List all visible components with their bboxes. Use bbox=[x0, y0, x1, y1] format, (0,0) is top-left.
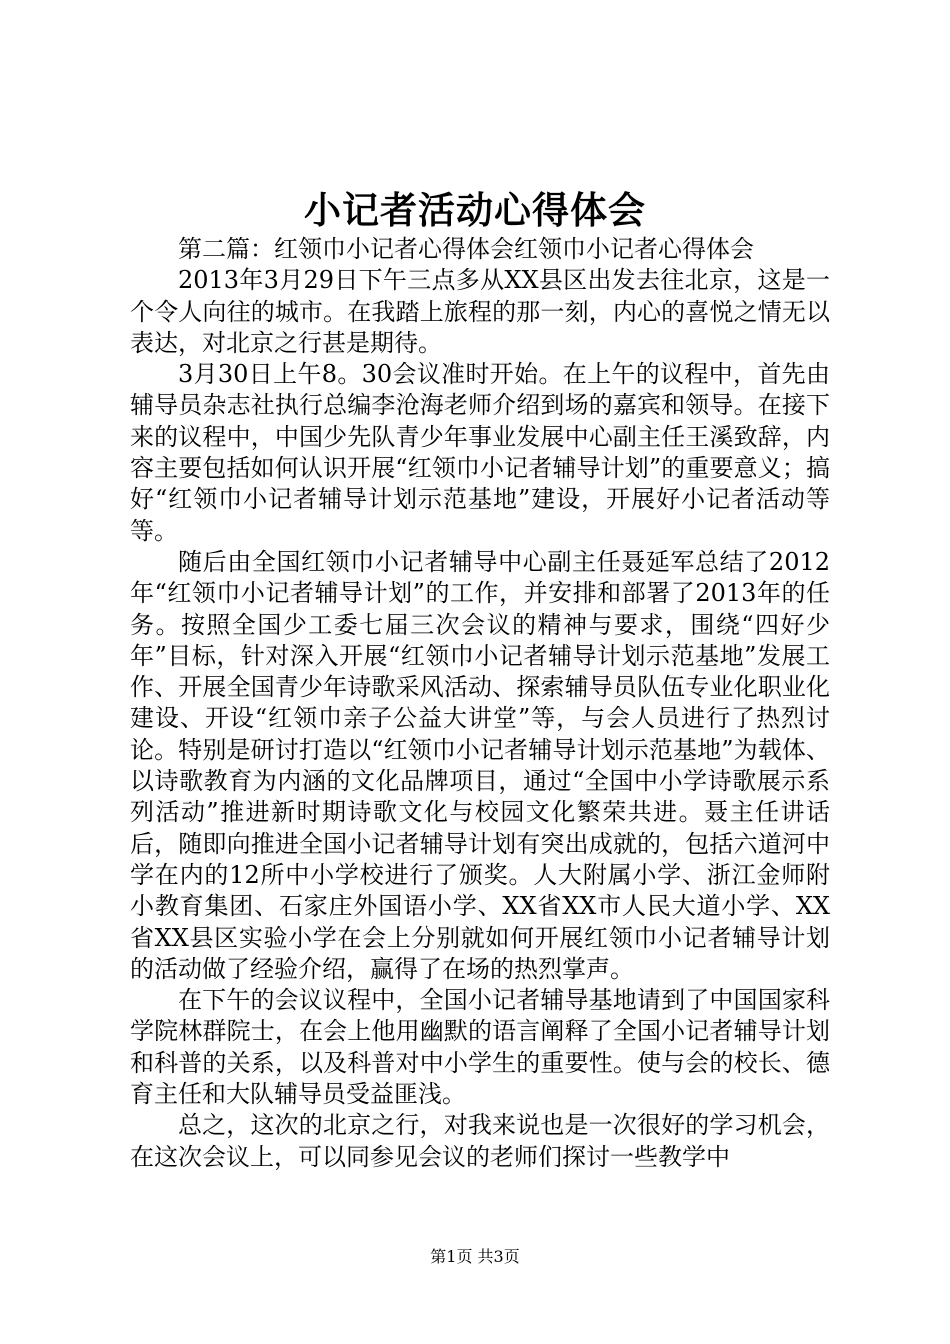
document-title: 小记者活动心得体会 bbox=[304, 188, 646, 232]
paragraph-conclusion: 总之，这次的北京之行，对我来说也是一次很好的学习机会，在这次会议上，可以同参见会议的老师们探讨一些教学中 bbox=[130, 1111, 830, 1171]
document-body bbox=[130, 234, 830, 1173]
paragraph-morning-session: 3月30日上午8。30会议准时开始。在上午的议程中，首先由辅导员杂志社执行总编李沧海老师介绍到场的嘉宾和领导。在接下来的议程中，中国少先队青少年事业发展中心副主任王溪致辞，内容主要包括如何认识开展“红领巾小记者辅导计划”的重要意义；搞好“红领巾小记者辅导计划示范基地”建设，开展好小记者活动等等。 bbox=[130, 360, 830, 545]
paragraph-departure: 2013年3月29日下午三点多从XX县区出发去往北京，这是一个令人向往的城市。在我踏上旅程的那一刻，内心的喜悦之情无以表达，对北京之行甚是期待。 bbox=[130, 266, 830, 357]
paragraph-afternoon-session: 在下午的会议议程中，全国小记者辅导基地请到了中国国家科学院林群院士，在会上他用幽默的语言阐释了全国小记者辅导计划和科普的关系，以及科普对中小学生的重要性。使与会的校长、德育主任和大队辅导员受益匪浅。 bbox=[130, 986, 830, 1109]
page-number-footer: 第1页 共3页 bbox=[430, 1247, 520, 1266]
paragraph-summary-report: 随后由全国红领巾小记者辅导中心副主任聂延军总结了2012年“红领巾小记者辅导计划”的工作，并安排和部署了2013年的任务。按照全国少工委七届三次会议的精神与要求，围绕“四好少年”目标，针对深入开展“红领巾小记者辅导计划示范基地”发展工作、开展全国青少年诗歌采风活动、探索辅导员队伍专业化职业化建设、开设“红领巾亲子公益大讲堂”等，与会人员进行了热烈讨论。特别是研讨打造以“红领巾小记者辅导计划示范基地”为载体、以诗歌教育为内涵的文化品牌项目，通过“全国中小学诗歌展示系列活动”推进新时期诗歌文化与校园文化繁荣共进。聂主任讲话后，随即向推进全国小记者辅导计划有突出成就的，包括六道河中学在内的12所中小学校进行了颁奖。人大附属小学、浙江金师附小教育集团、石家庄外国语小学、XX省XX市人民大道小学、XX省XX县区实验小学在会上分别就如何开展红领巾小记者辅导计划的活动做了经验介绍，赢得了在场的热烈掌声。 bbox=[130, 547, 830, 983]
paragraph-heading: 第二篇：红领巾小记者心得体会红领巾小记者心得体会 bbox=[178, 235, 754, 263]
